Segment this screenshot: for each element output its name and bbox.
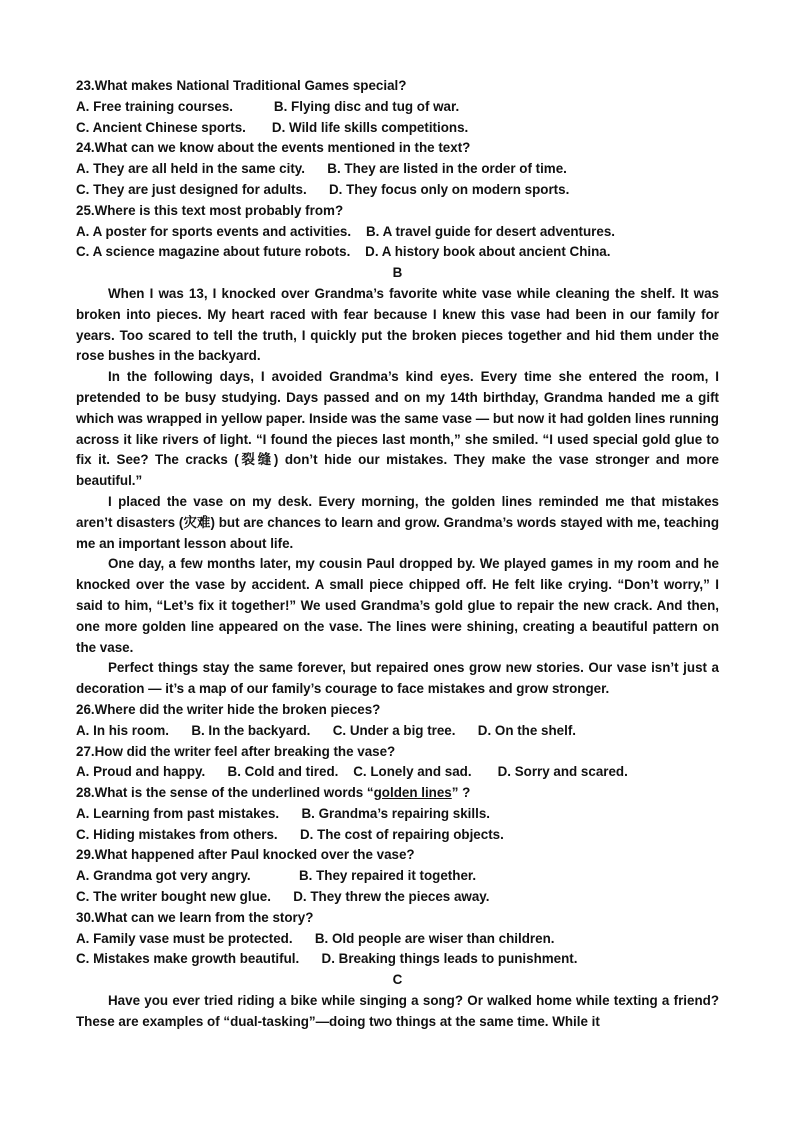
question-29: 29.What happened after Paul knocked over the vase?	[76, 847, 415, 863]
passage-b-paragraph-5: Perfect things stay the same forever, but repaired ones grow new stories. Our vase isn’t just a decoration — it’s a map of our family’s courage to face mistakes and grow stronger.	[76, 660, 719, 697]
question-24-options-cd: C. They are just designed for adults. D. They focus only on modern sports.	[76, 181, 570, 197]
question-29-options-ab: A. Grandma got very angry. B. They repaired it together.	[76, 868, 477, 884]
question-28-underlined-words: golden lines	[373, 785, 452, 801]
question-28-options-ab: A. Learning from past mistakes. B. Grandma’s repairing skills.	[76, 805, 490, 821]
question-26: 26.Where did the writer hide the broken pieces?	[76, 701, 381, 717]
section-c-heading: C	[392, 972, 403, 988]
question-25-options-cd: C. A science magazine about future robots. D. A history book about ancient China.	[76, 244, 611, 260]
question-25-options-ab: A. A poster for sports events and activities. B. A travel guide for desert adventures.	[76, 223, 615, 239]
question-23: 23.What makes National Traditional Games special?	[76, 78, 407, 93]
question-23-options-cd: C. Ancient Chinese sports. D. Wild life skills competitions.	[76, 119, 469, 135]
exam-page	[76, 76, 719, 1033]
question-29-options-cd: C. The writer bought new glue. D. They threw the pieces away.	[76, 889, 490, 905]
question-30: 30.What can we learn from the story?	[76, 909, 314, 925]
question-27: 27.How did the writer feel after breaking the vase?	[76, 743, 396, 759]
question-30-options-cd: C. Mistakes make growth beautiful. D. Breaking things leads to punishment.	[76, 951, 578, 967]
question-23-options-ab: A. Free training courses. B. Flying disc and tug of war.	[76, 98, 460, 114]
passage-b-paragraph-1: When I was 13, I knocked over Grandma’s favorite white vase while cleaning the shelf. It was broken into pieces. My heart raced with fear because I knew this vase had been in our family for years. Too scared to tell the truth, I quickly put the broken pieces together and hid them under the rose bushes in the backyard.	[76, 285, 719, 364]
question-28	[76, 783, 719, 804]
question-28-options-cd: C. Hiding mistakes from others. D. The cost of repairing objects.	[76, 826, 504, 842]
question-25: 25.Where is this text most probably from?	[76, 202, 344, 218]
question-30-options-ab: A. Family vase must be protected. B. Old people are wiser than children.	[76, 930, 555, 946]
question-24: 24.What can we know about the events mentioned in the text?	[76, 140, 471, 156]
question-27-options: A. Proud and happy. B. Cold and tired. C. Lonely and sad. D. Sorry and scared.	[76, 764, 628, 780]
passage-b-paragraph-3: I placed the vase on my desk. Every morning, the golden lines reminded me that mistakes aren’t disasters (灾难) but are chances to learn and grow. Grandma’s words stayed with me, teaching me an important lesson about life.	[76, 493, 719, 551]
passage-b-paragraph-4: One day, a few months later, my cousin Paul dropped by. We played games in my room and he knocked over the vase by accident. A small piece chipped off. He felt like crying. “Don’t worry,” I said to him, “Let’s fix it together!” We used Grandma’s gold glue to repair the new crack. And then, one more golden line appeared on the vase. The lines were shining, creating a beautiful pattern on the vase.	[76, 556, 719, 655]
question-28-prefix: 28.What is the sense of the underlined words “	[76, 785, 374, 801]
passage-c-paragraph-1: Have you ever tried riding a bike while singing a song? Or walked home while texting a friend? These are examples of “dual-tasking”—doing two things at the same time. While it	[76, 993, 719, 1029]
question-26-options: A. In his room. B. In the backyard. C. Under a big tree. D. On the shelf.	[76, 722, 577, 738]
section-b-heading: B	[392, 265, 403, 281]
passage-b-paragraph-2: In the following days, I avoided Grandma’s kind eyes. Every time she entered the room, I pretended to be busy studying. Days passed and on my 14th birthday, Grandma handed me a gift which was wrapped in yellow paper. Inside was the same vase — but now it had golden lines running across it like rivers of light. “I found the pieces last month,” she smiled. “I used special gold glue to fix it. See? The cracks (裂缝) don’t hide our mistakes. They make the vase stronger and more beautiful.”	[76, 369, 719, 489]
question-24-options-ab: A. They are all held in the same city. B. They are listed in the order of time.	[76, 161, 567, 177]
question-28-suffix: ” ?	[451, 785, 471, 801]
